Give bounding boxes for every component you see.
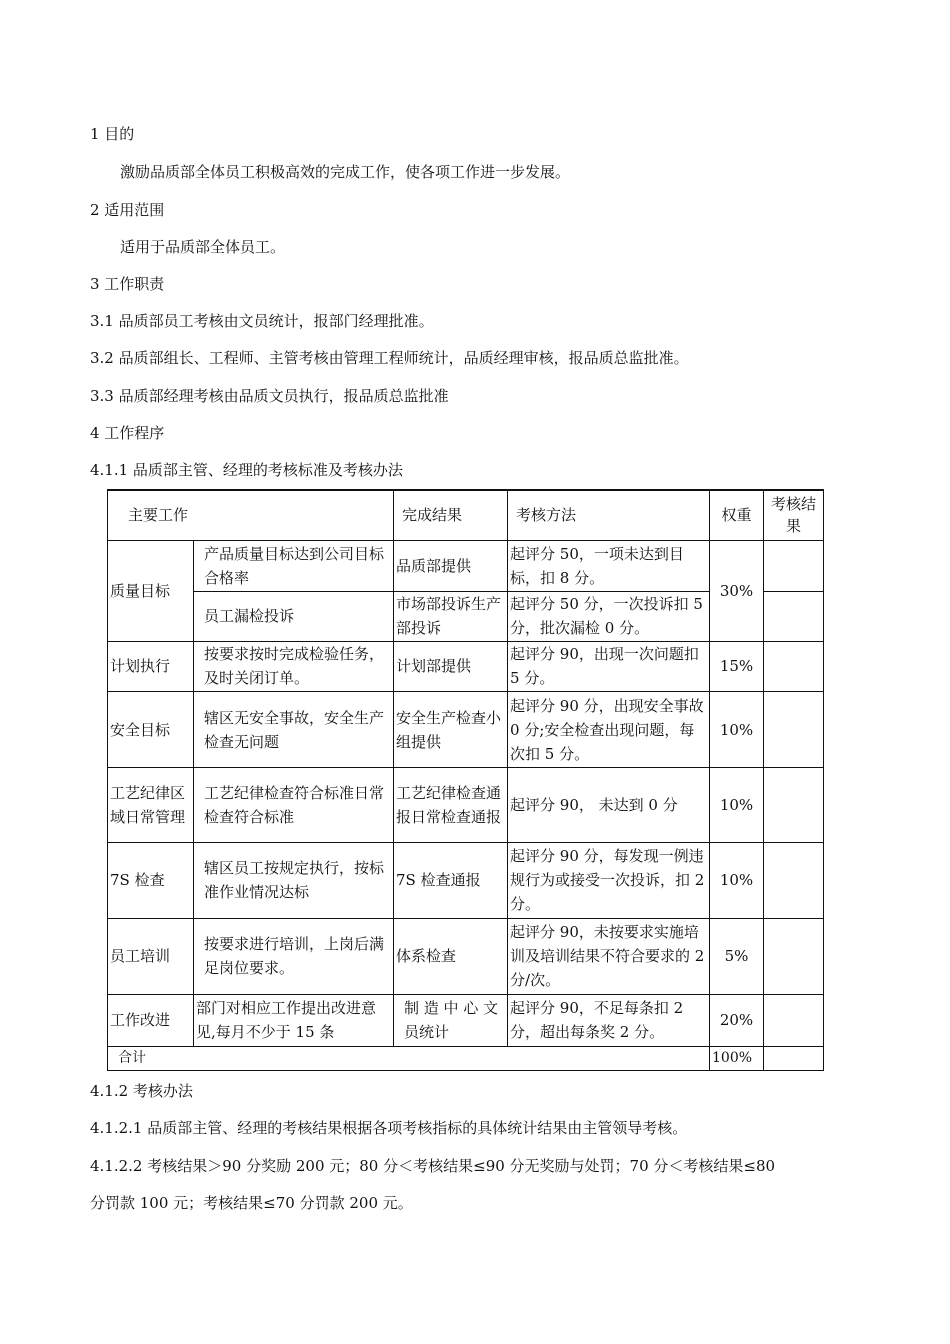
result-cell: 市场部投诉生产部投诉 — [394, 591, 508, 641]
result-cell: 7S 检查通报 — [394, 843, 508, 918]
weight-cell: 5% — [710, 918, 764, 994]
section-3-1: 3.1 品质部员工考核由文员统计，报部门经理批准。 — [90, 312, 434, 330]
item-cell: 工艺纪律检查符合标准日常检查符合标准 — [194, 768, 394, 843]
item-cell: 按要求进行培训，上岗后满足岗位要求。 — [194, 918, 394, 994]
eval-cell — [764, 768, 824, 843]
category-cell: 员工培训 — [108, 918, 194, 994]
eval-cell — [764, 692, 824, 768]
weight-cell: 30% — [710, 540, 764, 641]
weight-cell: 15% — [710, 641, 764, 691]
header-eval-result: 考核结果 — [764, 490, 824, 540]
eval-cell — [764, 540, 824, 591]
item-cell: 部门对相应工作提出改进意见,每月不少于 15 条 — [194, 994, 394, 1046]
result-cell: 制 造 中 心 文员统计 — [394, 994, 508, 1046]
eval-cell — [764, 641, 824, 691]
section-3-title: 3 工作职责 — [90, 275, 165, 293]
section-4-1-2-2-line2: 分罚款 100 元；考核结果≤70 分罚款 200 元。 — [90, 1194, 413, 1212]
method-cell: 起评分 90，不足每条扣 2 分，超出每条奖 2 分。 — [508, 994, 710, 1046]
section-1-body: 激励品质部全体员工积极高效的完成工作，使各项工作进一步发展。 — [120, 163, 571, 181]
eval-cell — [764, 918, 824, 994]
section-4-1-1: 4.1.1 品质部主管、经理的考核标准及考核办法 — [90, 461, 403, 479]
method-cell: 起评分 90， 未达到 0 分 — [508, 768, 710, 843]
header-method: 考核方法 — [508, 490, 710, 540]
section-4-1-2-2-line1: 4.1.2.2 考核结果＞90 分奖励 200 元；80 分＜考核结果≤90 分无奖励与处罚；70 分＜考核结果≤80 — [90, 1157, 776, 1175]
method-cell: 起评分 50，一项未达到目标，扣 8 分。 — [508, 540, 710, 591]
section-4-1-2-1: 4.1.2.1 品质部主管、经理的考核结果根据各项考核指标的具体统计结果由主管领导考核。 — [90, 1119, 688, 1137]
section-3-3: 3.3 品质部经理考核由品质文员执行，报品质总监批准 — [90, 387, 449, 405]
category-cell: 质量目标 — [108, 540, 194, 641]
eval-cell — [764, 591, 824, 641]
eval-cell — [764, 994, 824, 1046]
category-cell: 安全目标 — [108, 692, 194, 768]
method-cell: 起评分 90 分，每发现一例违规行为或接受一次投诉，扣 2 分。 — [508, 843, 710, 918]
header-result: 完成结果 — [394, 490, 508, 540]
section-3-2: 3.2 品质部组长、工程师、主管考核由管理工程师统计，品质经理审核，报品质总监批准。 — [90, 349, 689, 367]
total-label: 合计 — [108, 1046, 710, 1070]
section-1-title: 1 目的 — [90, 125, 135, 143]
weight-cell: 10% — [710, 768, 764, 843]
section-4-title: 4 工作程序 — [90, 424, 165, 442]
result-cell: 体系检查 — [394, 918, 508, 994]
method-cell: 起评分 90，出现一次问题扣 5 分。 — [508, 641, 710, 691]
category-cell: 计划执行 — [108, 641, 194, 691]
method-cell: 起评分 90 分，出现安全事故 0 分;安全检查出现问题，每次扣 5 分。 — [508, 692, 710, 768]
category-cell: 7S 检查 — [108, 843, 194, 918]
method-cell: 起评分 90，未按要求实施培训及培训结果不符合要求的 2 分/次。 — [508, 918, 710, 994]
item-cell: 产品质量目标达到公司目标合格率 — [194, 540, 394, 591]
item-cell: 员工漏检投诉 — [194, 591, 394, 641]
header-weight: 权重 — [710, 490, 764, 540]
weight-cell: 10% — [710, 843, 764, 918]
assessment-table — [107, 489, 824, 1071]
total-weight: 100% — [710, 1046, 764, 1070]
item-cell: 按要求按时完成检验任务，及时关闭订单。 — [194, 641, 394, 691]
section-2-body: 适用于品质部全体员工。 — [120, 238, 286, 256]
result-cell: 工艺纪律检查通报日常检查通报 — [394, 768, 508, 843]
header-main-work: 主要工作 — [108, 490, 394, 540]
weight-cell: 10% — [710, 692, 764, 768]
result-cell: 计划部提供 — [394, 641, 508, 691]
category-cell: 工作改进 — [108, 994, 194, 1046]
weight-cell: 20% — [710, 994, 764, 1046]
item-cell: 辖区无安全事故，安全生产检查无问题 — [194, 692, 394, 768]
item-cell: 辖区员工按规定执行，按标准作业情况达标 — [194, 843, 394, 918]
section-4-1-2: 4.1.2 考核办法 — [90, 1082, 193, 1100]
eval-cell — [764, 843, 824, 918]
method-cell: 起评分 50 分，一次投诉扣 5 分，批次漏检 0 分。 — [508, 591, 710, 641]
section-2-title: 2 适用范围 — [90, 201, 165, 219]
total-eval-cell — [764, 1046, 824, 1070]
result-cell: 品质部提供 — [394, 540, 508, 591]
category-cell: 工艺纪律区域日常管理 — [108, 768, 194, 843]
result-cell: 安全生产检查小组提供 — [394, 692, 508, 768]
